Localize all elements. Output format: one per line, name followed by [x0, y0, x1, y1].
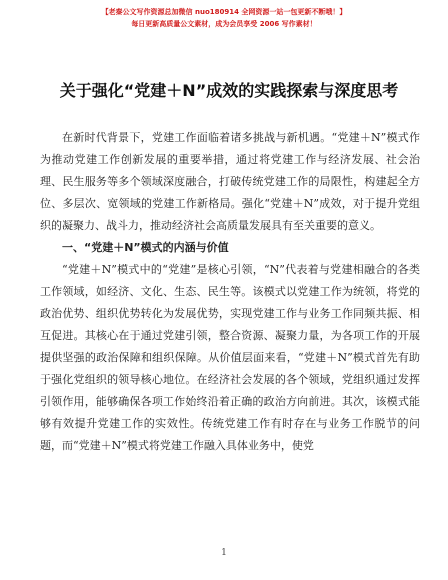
page-number: 1	[221, 548, 227, 558]
section-heading-1: 一、“党建＋N”模式的内涵与价值	[62, 241, 229, 254]
paragraph-intro: 在新时代背景下，党建工作面临着诸多挑战与新机遇。“党建＋N”模式作为推动党建工作创新发展的重要举措，通过将党建工作与经济发展、社会治理、民生服务等多个领域深度融合，打破传统党建工作的局限性，构建起全方位、多层次、宽领域的党建工作新格局。强化“党建＋N”成效，对于提升党组织的凝聚力、战斗力，推动经济社会高质量发展具有至关重要的意义。	[40, 131, 420, 232]
paragraph-section-1: “党建＋N”模式中的“党建”是核心引领，“N”代表着与党建相融合的各类工作领域，如经济、文化、生态、民生等。该模式以党建工作为统领，将党的政治优势、组织优势转化为发展优势，实现党建工作与业务工作同频共振、相互促进。其核心在于通过党建引领，整合资源、凝聚力量，为各项工作的开展提供坚强的政治保障和组织保障。从价值层面来看，“党建＋N”模式首先有助于强化党组织的领导核心地位。在经济社会发展的各个领域，党组织通过发挥引领作用，能够确保各项工作始终沿着正确的政治方向前进。其次，该模式能够有效提升党建工作的实效性。传统党建工作有时存在与业务工作脱节的问题，而“党建＋N”模式将党建工作融入具体业务中，使党	[40, 263, 420, 452]
banner-line-2: 每日更新高质量公文素材，成为会员享受 2006 写作素材！	[131, 20, 317, 28]
promo-banner	[0, 6, 448, 30]
document-title: 关于强化“党建＋N”成效的实践探索与深度思考	[59, 81, 399, 100]
banner-line-1: 【老秦公文写作资源总加微信 nuo180914 全网资源一站一包更新不断哦！】	[101, 8, 347, 16]
document-body	[40, 127, 420, 457]
